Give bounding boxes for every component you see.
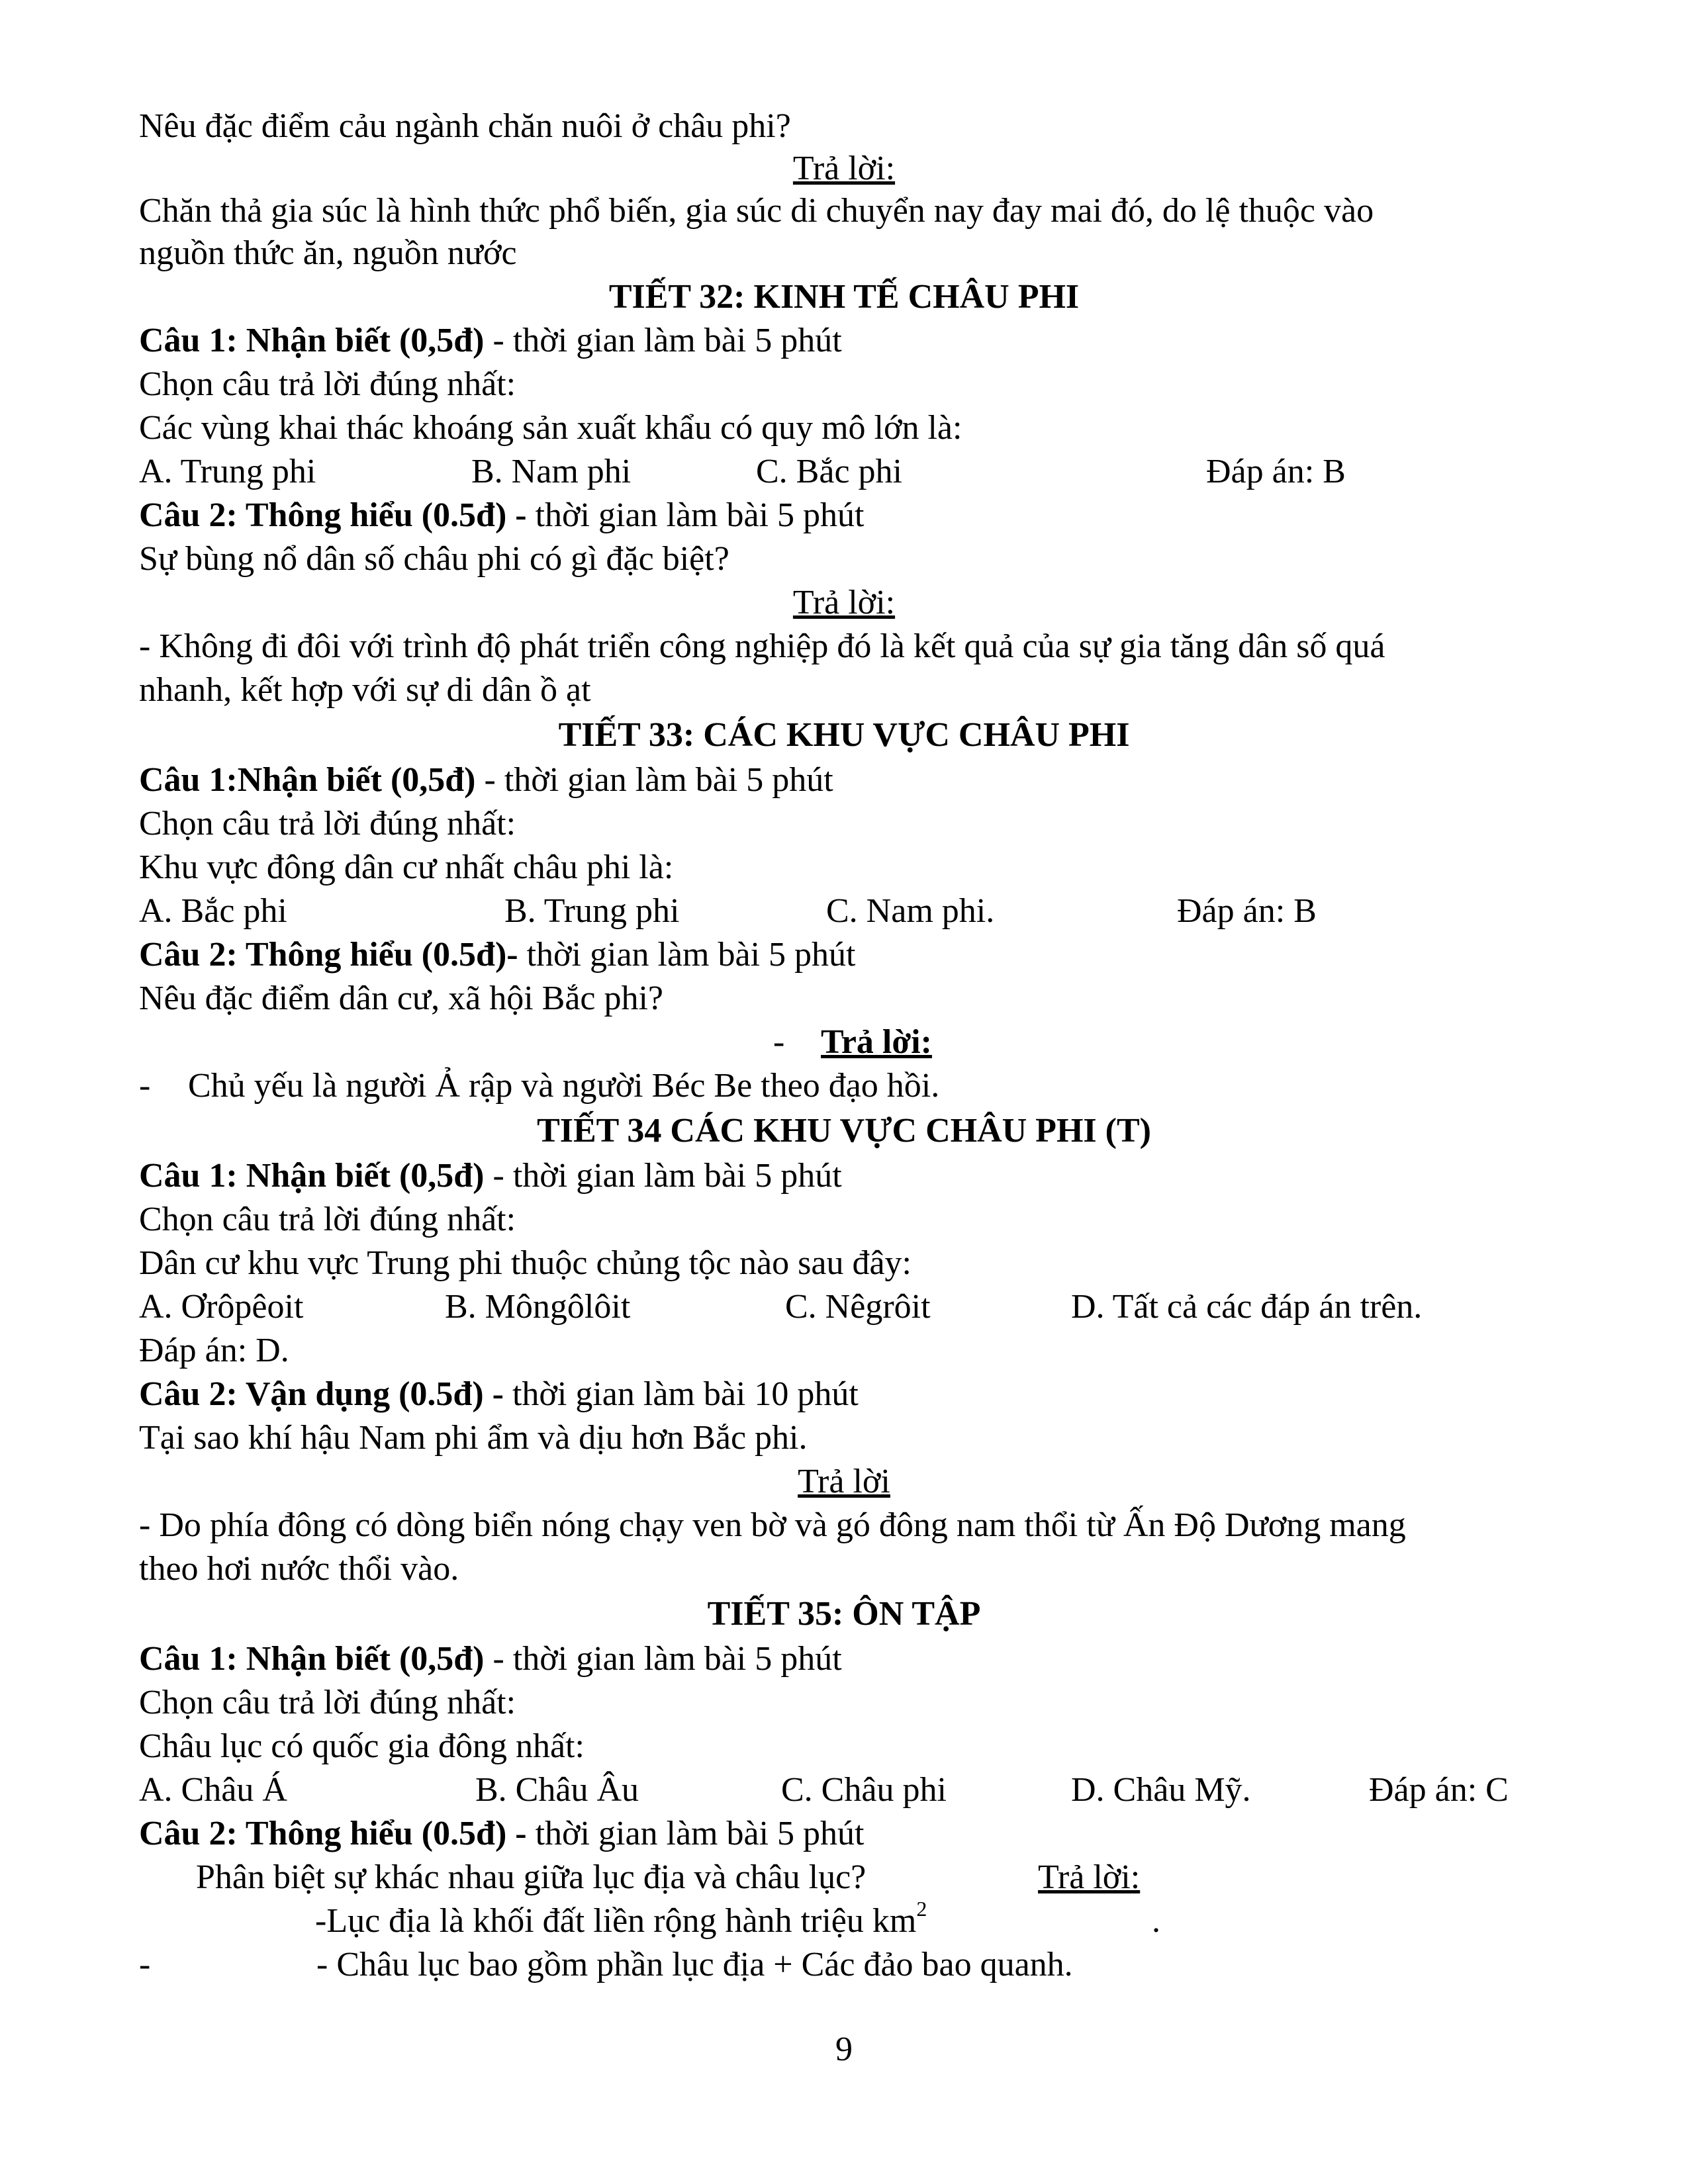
t34-q2-heading bbox=[139, 1373, 859, 1416]
t35-q1-option-d: D. Châu Mỹ. bbox=[1071, 1771, 1251, 1809]
t34-answer-line-2: theo hơi nước thổi vào. bbox=[139, 1550, 459, 1588]
t34-q1-answer: Đáp án: D. bbox=[139, 1332, 289, 1369]
t35-answer-line-2: - Châu lục bao gồm phần lục địa + Các đảo bao quanh. bbox=[316, 1946, 1073, 1983]
t34-q1-text: Dân cư khu vực Trung phi thuộc chủng tộc nào sau đây: bbox=[139, 1244, 912, 1282]
t34-answer-line-1: - Do phía đông có dòng biển nóng chạy ven bờ và gó đông nam thổi từ Ấn Độ Dương mang bbox=[139, 1506, 1406, 1544]
t35-q1-answer: Đáp án: C bbox=[1369, 1771, 1509, 1809]
t35-q2-heading bbox=[139, 1812, 864, 1856]
t33-q1-text: Khu vực đông dân cư nhất châu phi là: bbox=[139, 848, 674, 886]
intro-answer-label: Trả lời: bbox=[792, 150, 896, 187]
t32-q1-answer: Đáp án: B bbox=[1206, 453, 1346, 490]
t32-q1-option-a: A. Trung phi bbox=[139, 453, 316, 490]
t32-answer-line-1: - Không đi đôi với trình độ phát triển công nghiệp đó là kết quả của sự gia tăng dân số quá bbox=[139, 627, 1385, 665]
t34-q1-option-d: D. Tất cả các đáp án trên. bbox=[1071, 1288, 1423, 1326]
t34-q1-label: Câu 1: Nhận biết (0,5đ) bbox=[139, 1157, 485, 1195]
t33-q1-time: - thời gian làm bài 5 phút bbox=[475, 761, 833, 799]
t35-answer-line-1 bbox=[315, 1896, 927, 1943]
t35-q1-heading bbox=[139, 1637, 842, 1681]
t32-q1-heading bbox=[139, 319, 842, 363]
intro-question: Nêu đặc điểm cảu ngành chăn nuôi ở châu phi? bbox=[139, 107, 791, 145]
t34-q2-label: Câu 2: Vận dụng (0.5đ) - bbox=[139, 1375, 504, 1413]
t35-q1-text: Châu lục có quốc gia đông nhất: bbox=[139, 1727, 585, 1765]
t33-q1-option-b: B. Trung phi bbox=[504, 892, 680, 930]
t35-title: TIẾT 35: ÔN TẬP bbox=[707, 1595, 981, 1633]
t35-q1-time: - thời gian làm bài 5 phút bbox=[484, 1640, 842, 1678]
t35-q1-instruction: Chọn câu trả lời đúng nhất: bbox=[139, 1684, 516, 1721]
t34-q1-instruction: Chọn câu trả lời đúng nhất: bbox=[139, 1201, 516, 1238]
t32-q1-text: Các vùng khai thác khoáng sản xuất khẩu có quy mô lớn là: bbox=[139, 409, 962, 447]
t32-q1-label: Câu 1: Nhận biết (0,5đ) bbox=[139, 322, 485, 359]
t32-q1-instruction: Chọn câu trả lời đúng nhất: bbox=[139, 365, 516, 403]
t35-q2-label: Câu 2: Thông hiểu (0.5đ) - bbox=[139, 1815, 527, 1852]
t33-q1-option-a: A. Bắc phi bbox=[139, 892, 287, 930]
intro-answer-line-2: nguồn thức ăn, nguồn nước bbox=[139, 234, 517, 272]
t33-q2-text: Nêu đặc điểm dân cư, xã hội Bắc phi? bbox=[139, 979, 664, 1017]
t32-q1-option-c: C. Bắc phi bbox=[756, 453, 902, 490]
intro-answer-line-1: Chăn thả gia súc là hình thức phổ biến, gia súc di chuyển nay đay mai đó, do lệ thuộc vào bbox=[139, 192, 1374, 230]
t34-title: TIẾT 34 CÁC KHU VỰC CHÂU PHI (T) bbox=[537, 1112, 1151, 1150]
t34-q2-time: thời gian làm bài 10 phút bbox=[503, 1375, 859, 1413]
t33-answer-bullet: - bbox=[139, 1067, 151, 1105]
t34-q1-option-a: A. Ơrôpêoit bbox=[139, 1288, 304, 1326]
t35-q1-option-c: C. Châu phi bbox=[781, 1771, 947, 1809]
t34-q1-option-b: B. Môngôlôit bbox=[445, 1288, 631, 1326]
t34-answer-label: Trả lời bbox=[798, 1463, 890, 1500]
t32-q1-time: - thời gian làm bài 5 phút bbox=[484, 322, 842, 359]
t32-answer-label: Trả lời: bbox=[792, 584, 896, 621]
t35-q1-label: Câu 1: Nhận biết (0,5đ) bbox=[139, 1640, 485, 1678]
t34-q2-text: Tại sao khí hậu Nam phi ẩm và dịu hơn Bắc phi. bbox=[139, 1419, 808, 1457]
t33-q2-label: Câu 2: Thông hiểu (0.5đ)- bbox=[139, 936, 518, 974]
t32-q2-heading bbox=[139, 494, 864, 537]
t34-q1-heading bbox=[139, 1154, 842, 1198]
t35-answer-dot: . bbox=[1152, 1902, 1160, 1940]
t35-answer-line-1-text: -Lục địa là khối đất liền rộng hành triệu km bbox=[315, 1902, 917, 1940]
t33-q1-answer: Đáp án: B bbox=[1177, 892, 1317, 930]
t35-answer-bullet: - bbox=[139, 1946, 151, 1983]
t32-q1-option-b: B. Nam phi bbox=[471, 453, 632, 490]
t33-q1-heading bbox=[139, 758, 833, 802]
t33-q1-label: Câu 1:Nhận biết (0,5đ) bbox=[139, 761, 476, 799]
t33-q1-option-c: C. Nam phi. bbox=[826, 892, 995, 930]
t35-q2-text: Phân biệt sự khác nhau giữa lục địa và châu lục? bbox=[196, 1858, 867, 1896]
t33-q2-heading bbox=[139, 933, 855, 977]
page-number: 9 bbox=[835, 2030, 853, 2068]
t32-q2-text: Sự bùng nổ dân số châu phi có gì đặc biệt? bbox=[139, 540, 729, 578]
t34-q1-time: - thời gian làm bài 5 phút bbox=[484, 1157, 842, 1195]
t33-q1-instruction: Chọn câu trả lời đúng nhất: bbox=[139, 805, 516, 842]
t35-answer-label: Trả lời: bbox=[1038, 1858, 1141, 1896]
t33-answer-line-1: Chủ yếu là người Ả rập và người Béc Be theo đạo hồi. bbox=[188, 1067, 940, 1105]
t33-answer-dash: - bbox=[773, 1023, 785, 1061]
t35-q1-option-a: A. Châu Á bbox=[139, 1771, 287, 1809]
t35-q1-option-b: B. Châu Âu bbox=[475, 1771, 639, 1809]
t33-title: TIẾT 33: CÁC KHU VỰC CHÂU PHI bbox=[558, 716, 1130, 754]
t32-title: TIẾT 32: KINH TẾ CHÂU PHI bbox=[608, 278, 1080, 316]
t32-answer-line-2: nhanh, kết hợp với sự di dân ồ ạt bbox=[139, 671, 591, 709]
t32-q2-label: Câu 2: Thông hiểu (0.5đ) - bbox=[139, 496, 527, 534]
t33-answer-label: Trả lời: bbox=[821, 1023, 932, 1061]
t35-answer-superscript: 2 bbox=[916, 1896, 927, 1921]
t32-q2-time: thời gian làm bài 5 phút bbox=[526, 496, 865, 534]
t34-q1-option-c: C. Nêgrôit bbox=[785, 1288, 931, 1326]
t33-q2-time: thời gian làm bài 5 phút bbox=[518, 936, 856, 974]
t35-q2-time: thời gian làm bài 5 phút bbox=[526, 1815, 865, 1852]
